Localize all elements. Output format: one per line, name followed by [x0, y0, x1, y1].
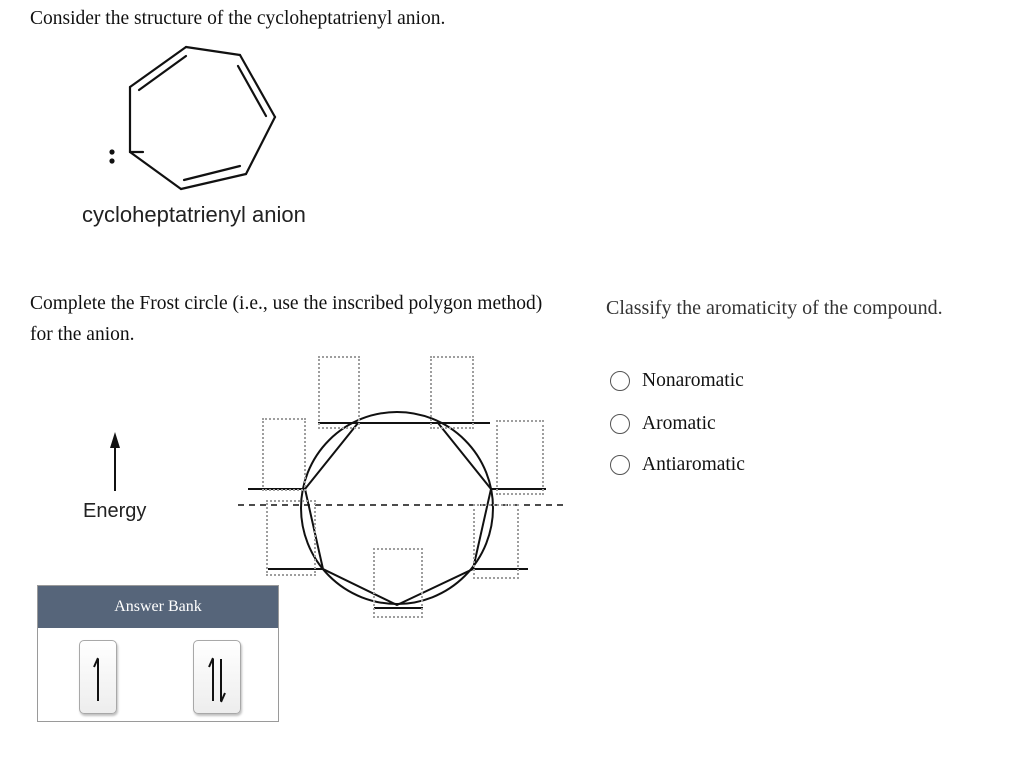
orbital-drop-slot[interactable] — [430, 356, 474, 429]
radio-button[interactable] — [610, 371, 630, 391]
option-nonaromatic[interactable] — [610, 370, 744, 392]
option-label: Nonaromatic — [642, 370, 744, 391]
energy-axis-label: Energy — [83, 500, 147, 522]
orbital-drop-slot[interactable] — [496, 420, 544, 495]
option-aromatic[interactable] — [610, 413, 716, 435]
answer-bank — [37, 585, 279, 722]
orbital-drop-slot[interactable] — [262, 418, 306, 491]
orbital-drop-slot[interactable] — [266, 500, 316, 576]
option-label: Antiaromatic — [642, 454, 745, 475]
radio-button[interactable] — [610, 414, 630, 434]
electron-pair-tile[interactable] — [193, 640, 241, 714]
orbital-drop-slot[interactable] — [373, 548, 423, 618]
orbital-drop-slot[interactable] — [473, 504, 519, 579]
molecule-caption: cycloheptatrienyl anion — [82, 202, 306, 227]
option-antiaromatic[interactable] — [610, 454, 745, 476]
paired-arrows-icon — [194, 641, 240, 713]
question-text: Consider the structure of the cycloheptatrienyl anion. — [30, 8, 446, 29]
frost-circle-prompt: Complete the Frost circle (i.e., use the inscribed polygon method) for the anion. — [30, 293, 543, 345]
classify-prompt: Classify the aromaticity of the compound. — [606, 297, 943, 319]
answer-bank-title: Answer Bank — [38, 586, 278, 628]
radio-button[interactable] — [610, 455, 630, 475]
option-label: Aromatic — [642, 413, 716, 434]
energy-arrow-icon — [110, 432, 120, 491]
orbital-drop-slot[interactable] — [318, 356, 360, 429]
single-electron-tile[interactable] — [79, 640, 117, 714]
single-up-arrow-icon — [80, 641, 116, 713]
